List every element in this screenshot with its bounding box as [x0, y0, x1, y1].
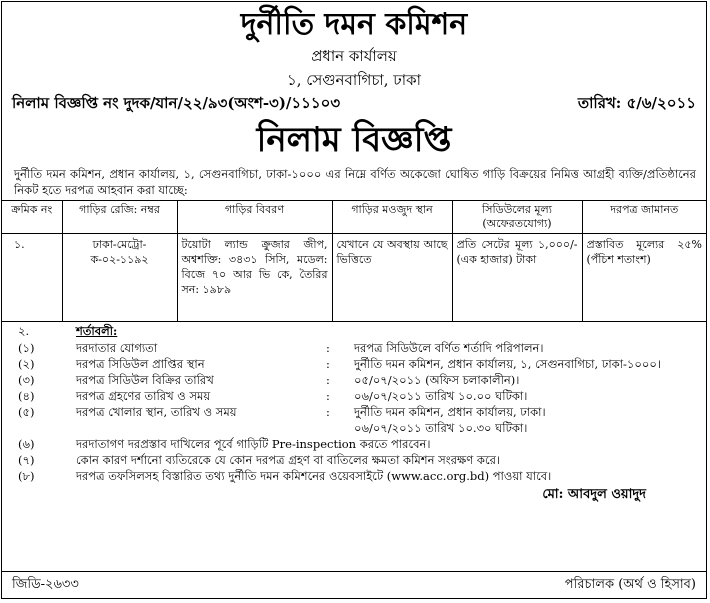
term-value: ০৫/০৭/২০১১ (অফিস চলাকালীন)। — [354, 373, 520, 387]
gd-number: জিডি-২৬৩৩ — [12, 576, 79, 592]
intro-paragraph: দুর্নীতি দমন কমিশন, প্রধান কার্যালয়, ১, সেগুনবাগিচা, ঢাকা-১০০০ এর নিম্নে বর্ণিত অকেজো ঘোষিত গাড়ি বিক্রয়ের নিমিত্ত আগ্রহী ব্যক্তি/প্রতিষ্ঠানের নিকট হতে দরপত্র আহবান করা যাচ্ছে: — [14, 167, 696, 197]
term-colon: : — [326, 389, 330, 403]
term-number: (৩) — [18, 373, 35, 387]
table-header-row — [2, 201, 706, 234]
term-number: (৪) — [18, 389, 35, 403]
vehicle-table — [2, 200, 706, 322]
notice-title: নিলাম বিজ্ঞপ্তি — [256, 120, 452, 160]
term-label: দরপত্র সিডিউল বিক্রির তারিখ — [76, 373, 214, 387]
terms-section — [2, 322, 706, 484]
term-number: (৫) — [18, 405, 35, 419]
signatory-name: মো: আবদুল ওয়াদুদ — [542, 487, 646, 502]
note-number: (৭) — [18, 453, 35, 467]
cell-security: প্রস্তাবিত মূল্যের ২৫% (পঁচিশ শতাংশ) — [582, 234, 706, 322]
term-value: দরপত্র সিডিউলে বর্ণিত শর্তাদি পরিপালন। — [354, 341, 544, 355]
col-serial: ক্রমিক নং — [2, 201, 62, 234]
term-row — [18, 388, 696, 404]
footer-bar — [2, 571, 706, 598]
reference-number: নিলাম বিজ্ঞপ্তি নং দুদক/যান/২২/৯৩(অংশ-৩)/১১১০৩ — [12, 93, 341, 112]
term-row — [18, 404, 696, 420]
office-name: প্রধান কার্যালয় — [311, 47, 397, 65]
org-name: দুর্নীতি দমন কমিশন — [240, 7, 468, 42]
note-row — [18, 452, 696, 468]
col-schedule-price: সিডিউলের মূল্য (অফেরতযোগ্য) — [452, 201, 582, 234]
term-label: দরপত্র গ্রহণের তারিখ ও সময় — [76, 389, 211, 403]
term-value: ০৬/০৭/২০১১ তারিখ ১০.০০ ঘটিকা। — [354, 389, 528, 403]
term-label: দরদাতার যোগ্যতা — [76, 341, 158, 355]
note-number: (৮) — [18, 469, 35, 483]
term-value: দুর্নীতি দমন কমিশন, প্রধান কার্যালয়, ১, সেগুনবাগিচা, ঢাকা-১০০০। — [354, 357, 661, 371]
term-colon: : — [326, 405, 330, 419]
term-colon: : — [326, 341, 330, 355]
cell-serial: ১. — [2, 234, 62, 322]
cell-reg-no: ঢাকা-মেট্রো-ক-০২-১১৯২ — [62, 234, 177, 322]
auction-notice — [1, 1, 707, 599]
term-row — [18, 356, 696, 372]
note-text: কোন কারণ দর্শানো ব্যতিরেকে যে কোন দরপত্র গ্রহণ বা বাতিলের ক্ষমতা কমিশন সংরক্ষণ করে। — [76, 453, 501, 467]
term-number: (১) — [18, 341, 35, 355]
term-number: (২) — [18, 357, 35, 371]
terms-section-number: ২. — [18, 323, 30, 338]
notice-date: তারিখ: ৫/৬/২০১১ — [577, 93, 696, 112]
note-row — [18, 468, 696, 484]
col-location: গাড়ির মওজুদ স্থান — [332, 201, 452, 234]
cell-location: যেখানে যে অবস্থায় আছে ভিত্তিতে — [332, 234, 452, 322]
note-number: (৬) — [18, 437, 35, 451]
terms-heading-row — [18, 324, 696, 340]
table-row — [2, 234, 706, 322]
term-colon: : — [326, 357, 330, 371]
office-address: ১, সেগুনবাগিচা, ঢাকা — [286, 71, 421, 89]
term-value-second-line: ০৬/০৭/২০১১ তারিখ ১০.৩০ ঘটিকা। — [354, 421, 528, 435]
cell-schedule-price: প্রতি সেটের মূল্য ১,০০০/- (এক হাজার) টাকা — [452, 234, 582, 322]
term-row — [18, 340, 696, 356]
col-description: গাড়ির বিবরণ — [177, 201, 332, 234]
terms-heading: শর্তাবলী: — [76, 323, 118, 338]
reference-row — [2, 92, 706, 116]
term-label: দরপত্র সিডিউল প্রাপ্তির স্থান — [76, 357, 205, 371]
note-row — [18, 436, 696, 452]
col-reg-no: গাড়ির রেজি: নম্বর — [62, 201, 177, 234]
cell-description: টয়োটা ল্যান্ড ক্রুজার জীপ, অশ্বশক্তি: ৩৪৩১ সিসি, মডেল: বিজে ৭০ আর ভি কে, তৈরির সন: ১৯৮৯ — [177, 234, 332, 322]
term-row — [18, 372, 696, 388]
term-label: দরপত্র খোলার স্থান, তারিখ ও সময় — [76, 405, 237, 419]
note-text: দরদাতাগণ দরপ্রস্তাব দাখিলের পূর্বে গাড়িটি Pre-inspection করতে পারবেন। — [76, 437, 431, 451]
term-colon: : — [326, 373, 330, 387]
col-security: দরপত্র জামানত — [582, 201, 706, 234]
term-value: দুর্নীতি দমন কমিশন, প্রধান কার্যালয়, ঢাকা। — [354, 405, 546, 419]
signatory-designation: পরিচালক (অর্থ ও হিসাব) — [564, 576, 696, 592]
term-row-continued — [18, 420, 696, 436]
note-text: দরপত্র তফসিলসহ বিস্তারিত তথ্য দুর্নীতি দমন কমিশনের ওয়েবসাইটে (www.acc.org.bd) পাওয়া যাবে। — [76, 469, 552, 483]
